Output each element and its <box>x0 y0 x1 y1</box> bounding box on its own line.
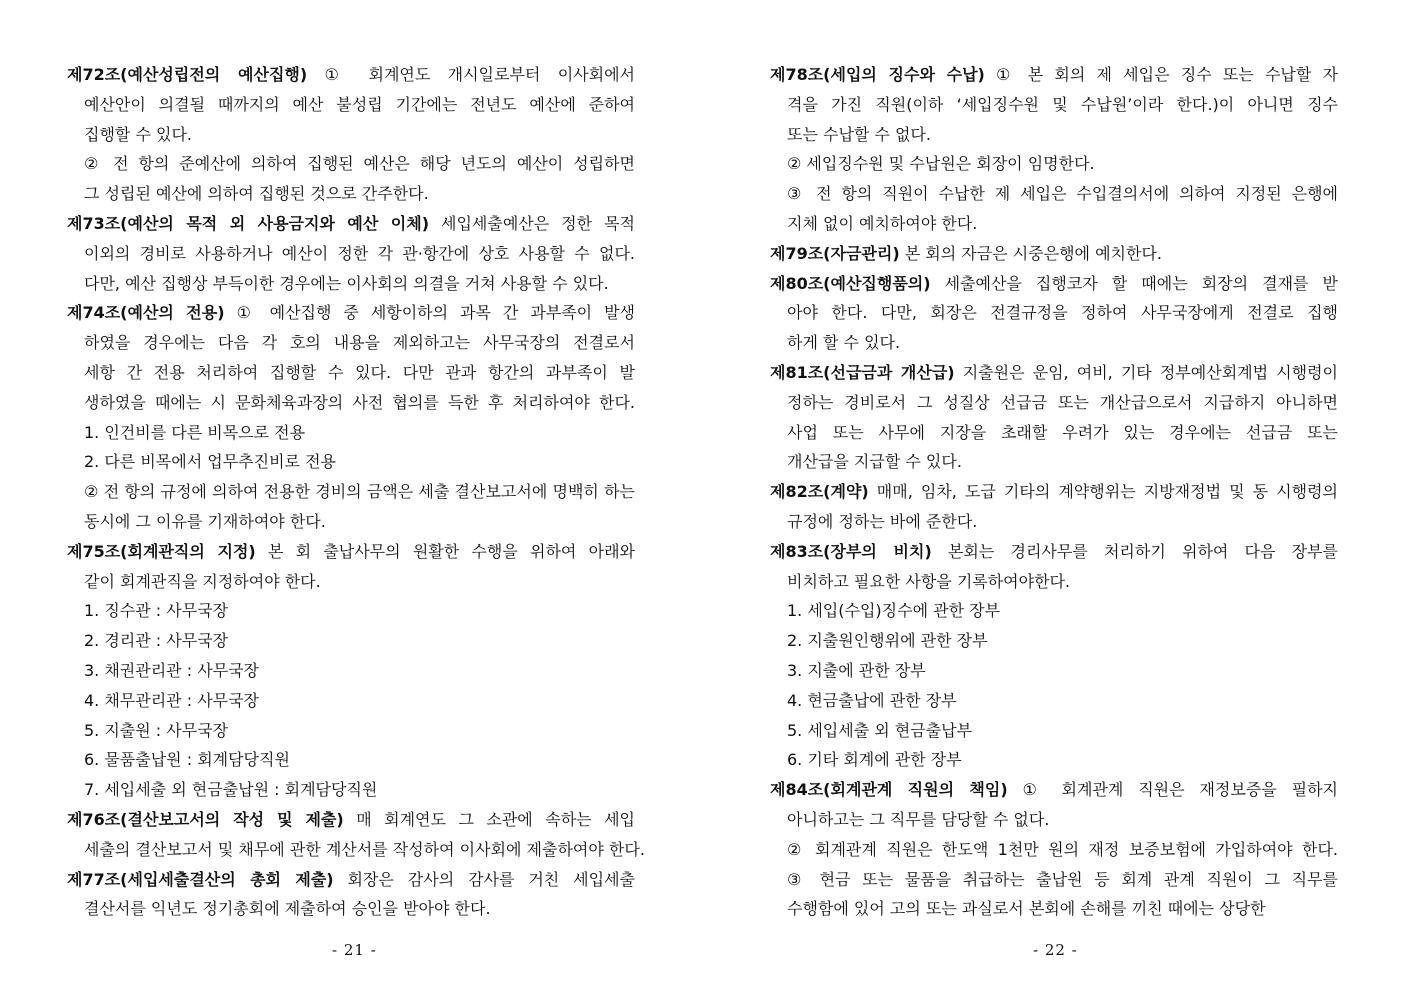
article-left-5 <box>67 865 635 925</box>
text-line <box>770 328 1338 358</box>
article-heading: 제77조(세입세출결산의 총회 제출) <box>67 869 334 889</box>
text-line <box>67 835 645 865</box>
text-line <box>770 567 1338 597</box>
text-line <box>770 209 1338 239</box>
text-line <box>770 90 1338 120</box>
article-text: 정하는 경비로서 그 성질상 선급금 또는 개산급으로서 지급하지 아니하면 <box>787 392 1338 412</box>
article-text: 회장은 감사의 감사를 거친 세입세출 <box>333 869 635 889</box>
article-text: 2. 경리관 : 사무국장 <box>84 631 229 651</box>
text-line <box>770 775 1338 805</box>
text-line <box>770 269 1338 299</box>
article-text: 아니하고는 그 직무를 담당할 수 없다. <box>787 809 1050 829</box>
text-line <box>67 477 635 507</box>
article-text: 2. 다른 비목에서 업무추진비로 전용 <box>84 452 336 472</box>
article-heading: 제75조(회계관직의 지정) <box>67 541 256 561</box>
article-text: 7. 세입세출 외 현금출납원 : 회계담당직원 <box>84 780 378 800</box>
article-text: 1. 징수관 : 사무국장 <box>84 601 229 621</box>
text-line <box>770 745 1338 775</box>
article-right-1 <box>770 239 1338 269</box>
text-line <box>770 835 1338 865</box>
article-text: ① 회계관계 직원은 재정보증을 필하지 <box>1007 780 1338 800</box>
article-heading: 제84조(회계관계 직원의 책임) <box>770 780 1008 800</box>
text-line <box>67 418 635 448</box>
article-heading: 제74조(예산의 전용) <box>67 303 225 323</box>
text-line <box>67 507 635 537</box>
article-text: 생하였을 때에는 시 문화체육과장의 사전 협의를 득한 후 처리하여야 한다. <box>84 392 635 412</box>
article-text: ② 회계관계 직원은 한도액 1천만 원의 재정 보증보험에 가입하여야 한다. <box>787 839 1338 859</box>
text-line <box>67 269 635 299</box>
text-line <box>67 447 635 477</box>
article-text: ③ 전 항의 직원이 수납한 제 세입은 수입결의서에 의하여 지정된 은행에 <box>787 184 1338 204</box>
article-heading: 제76조(결산보고서의 작성 및 제출) <box>67 809 344 829</box>
text-line <box>770 120 1338 150</box>
text-line <box>67 120 635 150</box>
article-text: ③ 현금 또는 물품을 취급하는 출납원 등 회계 관계 직원이 그 직무를 <box>787 869 1338 889</box>
text-line <box>67 805 635 835</box>
article-right-6 <box>770 775 1338 924</box>
article-text: 6. 기타 회계에 관한 장부 <box>787 750 962 770</box>
text-line <box>67 894 635 924</box>
article-text: 매매, 임차, 도급 기타의 계약행위는 지방재정법 및 동 시행령의 <box>868 482 1338 502</box>
article-left-3 <box>67 537 635 805</box>
text-line <box>67 567 635 597</box>
text-line <box>770 388 1338 418</box>
text-line <box>67 388 635 418</box>
article-text: 예산안이 의결될 때까지의 예산 불성립 기간에는 전년도 예산에 준하여 <box>84 94 635 114</box>
right-page <box>770 60 1338 924</box>
article-text: ② 전 항의 규정에 의하여 전용한 경비의 금액은 세출 결산보고서에 명백히 하는 <box>84 482 635 502</box>
article-right-2 <box>770 269 1338 358</box>
article-text: 세입세출예산은 정한 목적 <box>429 213 635 233</box>
article-left-1 <box>67 209 635 298</box>
article-text: ① 회계연도 개시일로부터 이사회에서 <box>307 65 636 84</box>
article-text: 같이 회계관직을 지정하여야 한다. <box>84 571 321 591</box>
article-text: 본 회 출납사무의 원활한 수행을 위하여 아래와 <box>255 541 635 561</box>
text-line <box>770 149 1338 179</box>
text-line <box>67 328 635 358</box>
article-left-0 <box>67 60 635 209</box>
text-line <box>67 537 635 567</box>
article-text: 결산서를 익년도 정기총회에 제출하여 승인을 받아야 한다. <box>84 899 491 919</box>
text-line <box>67 90 635 120</box>
article-text: 2. 지출원인행위에 관한 장부 <box>787 631 988 651</box>
article-heading: 제81조(선급금과 개산급) <box>770 362 955 382</box>
article-heading: 제73조(예산의 목적 외 사용금지와 예산 이체) <box>67 213 430 233</box>
article-right-5 <box>770 537 1338 775</box>
article-left-2 <box>67 298 635 536</box>
article-text: 지체 없이 예치하여야 한다. <box>787 213 978 233</box>
article-text: 세항 간 전용 처리하여 집행할 수 있다. 다만 관과 항간의 과부족이 발 <box>84 362 635 382</box>
article-text: 동시에 그 이유를 기재하여야 한다. <box>84 511 326 531</box>
article-text: ① 예산집행 중 세항이하의 과목 간 과부족이 발생 <box>224 303 636 323</box>
article-heading: 제80조(예산집행품의) <box>770 273 931 293</box>
article-text: 지출원은 운임, 여비, 기타 정부예산회계법 시행령이 <box>954 362 1338 382</box>
text-line <box>67 358 635 388</box>
article-text: 세출예산을 집행코자 할 때에는 회장의 결재를 받 <box>930 273 1338 293</box>
article-right-3 <box>770 358 1338 477</box>
article-text: ② 세입징수원 및 수납원은 회장이 임명한다. <box>787 154 1095 174</box>
article-text: 또는 수납할 수 없다. <box>787 124 931 144</box>
article-text: 5. 지출원 : 사무국장 <box>84 720 229 740</box>
text-line <box>770 596 1338 626</box>
article-left-4 <box>67 805 645 865</box>
text-line <box>67 596 635 626</box>
article-text: 그 성립된 예산에 의하여 집행된 것으로 간주한다. <box>84 184 429 204</box>
page-number-left: - 21 - <box>332 941 377 959</box>
article-text: 4. 현금출납에 관한 장부 <box>787 690 957 710</box>
text-line <box>67 298 635 328</box>
text-line <box>770 537 1338 567</box>
text-line <box>770 626 1338 656</box>
article-text: ① 본 회의 제 세입은 징수 또는 수납할 자 <box>984 65 1338 84</box>
text-line <box>770 894 1338 924</box>
article-right-4 <box>770 477 1338 537</box>
article-text: 개산급을 지급할 수 있다. <box>787 452 962 472</box>
text-line <box>770 716 1338 746</box>
article-heading: 제79조(자금관리) <box>770 243 900 263</box>
article-text: 1. 세입(수입)징수에 관한 장부 <box>787 601 1001 621</box>
article-text: 1. 인건비를 다른 비목으로 전용 <box>84 422 306 442</box>
article-text: 집행할 수 있다. <box>84 124 192 144</box>
text-line <box>67 239 635 269</box>
text-line <box>770 686 1338 716</box>
text-line <box>770 447 1338 477</box>
article-text: 6. 물품출납원 : 회계담당직원 <box>84 750 290 770</box>
text-line <box>67 626 635 656</box>
text-line <box>67 686 635 716</box>
text-line <box>770 298 1338 328</box>
article-text: 4. 채무관리관 : 사무국장 <box>84 690 260 710</box>
text-line <box>67 149 635 179</box>
article-text: 아야 한다. 다만, 회장은 전결규정을 정하여 사무국장에게 전결로 집행 <box>787 303 1338 323</box>
text-line <box>67 716 635 746</box>
article-text: 비치하고 필요한 사항을 기록하여야한다. <box>787 571 1071 591</box>
article-heading: 제82조(계약) <box>770 482 869 502</box>
article-text: 본 회의 자금은 시중은행에 예치한다. <box>899 243 1162 263</box>
article-text: 사업 또는 사무에 지장을 초래할 우려가 있는 경우에는 선급금 또는 <box>787 422 1338 442</box>
left-page <box>67 60 645 924</box>
article-text: ② 전 항의 준예산에 의하여 집행된 예산은 해당 년도의 예산이 성립하면 <box>84 154 635 174</box>
article-text: 다만, 예산 집행상 부득이한 경우에는 이사회의 의결을 거쳐 사용할 수 있다. <box>84 273 609 293</box>
article-heading: 제83조(장부의 비치) <box>770 541 932 561</box>
article-text: 3. 채권관리관 : 사무국장 <box>84 660 260 680</box>
text-line <box>770 656 1338 686</box>
article-text: 하게 할 수 있다. <box>787 333 901 353</box>
text-line <box>67 865 635 895</box>
article-text: 3. 지출에 관한 장부 <box>787 660 926 680</box>
article-text: 5. 세입세출 외 현금출납부 <box>787 720 973 740</box>
text-line <box>770 507 1338 537</box>
article-heading: 제72조(예산성립전의 예산집행) <box>67 65 308 84</box>
article-text: 매 회계연도 그 소관에 속하는 세입 <box>343 809 635 829</box>
article-text: 수행함에 있어 고의 또는 과실로서 본회에 손해를 끼친 때에는 상당한 <box>787 899 1266 919</box>
text-line <box>770 418 1338 448</box>
text-line <box>770 865 1338 895</box>
text-line <box>770 805 1338 835</box>
text-line <box>67 656 635 686</box>
article-right-0 <box>770 60 1338 239</box>
text-line <box>67 745 635 775</box>
text-line <box>67 209 635 239</box>
text-line <box>770 358 1338 388</box>
article-text: 세출의 결산보고서 및 채무에 관한 계산서를 작성하여 이사회에 제출하여야 한다. <box>84 839 645 859</box>
article-text: 격을 가진 직원(이하 ‘세입징수원 및 수납원’이라 한다.)이 아니면 징수 <box>787 94 1338 114</box>
text-line <box>67 775 635 805</box>
text-line <box>770 239 1338 269</box>
article-text: 규정에 정하는 바에 준한다. <box>787 511 978 531</box>
text-line <box>770 477 1338 507</box>
text-line <box>67 179 635 209</box>
page-number-right: - 22 - <box>1033 941 1078 959</box>
article-text: 이외의 경비로 사용하거나 예산이 정한 각 관·항간에 상호 사용할 수 없다. <box>84 243 635 263</box>
article-heading: 제78조(세입의 징수와 수납) <box>770 65 985 84</box>
article-text: 하였을 경우에는 다음 각 호의 내용을 제외하고는 사무국장의 전결로서 <box>84 333 635 353</box>
text-line <box>67 60 635 90</box>
text-line <box>770 179 1338 209</box>
text-line <box>770 60 1338 90</box>
article-text: 본회는 경리사무를 처리하기 위하여 다음 장부를 <box>931 541 1339 561</box>
